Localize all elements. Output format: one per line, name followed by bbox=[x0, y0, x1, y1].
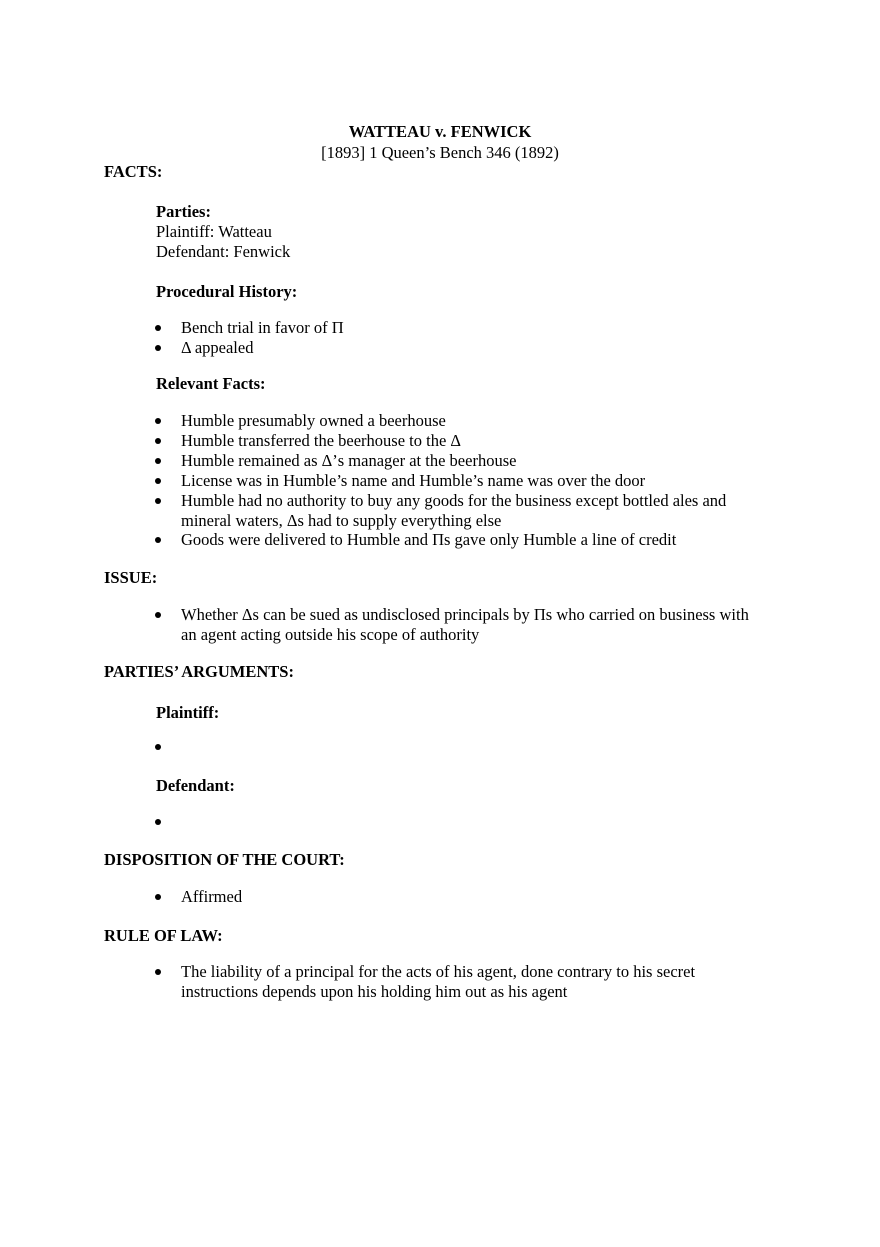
issue-line: Whether Δs can be sued as undisclosed principals by Πs who carried on business with bbox=[181, 605, 749, 624]
rule-line: instructions depends upon his holding him out as his agent bbox=[181, 982, 568, 1001]
case-citation: [1893] 1 Queen’s Bench 346 (1892) bbox=[321, 143, 559, 162]
bullet-icon bbox=[155, 894, 161, 900]
arguments-heading: PARTIES’ ARGUMENTS: bbox=[104, 662, 294, 681]
plaintiff-line: Plaintiff: Watteau bbox=[156, 222, 272, 241]
list-item: Humble transferred the beerhouse to the Δ bbox=[181, 431, 462, 450]
bullet-icon bbox=[155, 744, 161, 750]
disposition-heading: DISPOSITION OF THE COURT: bbox=[104, 850, 345, 869]
bullet-icon bbox=[155, 325, 161, 331]
bullet-icon bbox=[155, 969, 161, 975]
list-item: Δ appealed bbox=[181, 338, 254, 357]
case-title: WATTEAU v. FENWICK bbox=[348, 122, 532, 141]
list-item: License was in Humble’s name and Humble’s name was over the door bbox=[181, 471, 646, 490]
list-item: Humble had no authority to buy any goods for the business except bottled ales and bbox=[181, 491, 727, 510]
rule-of-law-heading: RULE OF LAW: bbox=[104, 926, 223, 945]
bullet-icon bbox=[155, 478, 161, 484]
facts-heading: FACTS: bbox=[104, 162, 163, 181]
list-item: Humble remained as Δ’s manager at the beerhouse bbox=[181, 451, 517, 470]
list-item-continuation: mineral waters, Δs had to supply everything else bbox=[181, 511, 502, 530]
parties-heading: Parties: bbox=[156, 202, 211, 221]
bullet-icon bbox=[155, 458, 161, 464]
plaintiff-arguments-heading: Plaintiff: bbox=[156, 703, 220, 722]
issue-line: an agent acting outside his scope of authority bbox=[181, 625, 480, 644]
issue-heading: ISSUE: bbox=[104, 568, 158, 587]
rule-line: The liability of a principal for the acts of his agent, done contrary to his secret bbox=[181, 962, 696, 981]
list-item: Goods were delivered to Humble and Πs gave only Humble a line of credit bbox=[181, 530, 677, 549]
bullet-icon bbox=[155, 537, 161, 543]
bullet-icon bbox=[155, 418, 161, 424]
bullet-icon bbox=[155, 438, 161, 444]
bullet-icon bbox=[155, 819, 161, 825]
defendant-line: Defendant: Fenwick bbox=[156, 242, 291, 261]
bullet-icon bbox=[155, 498, 161, 504]
list-item: Affirmed bbox=[181, 887, 243, 906]
relevant-facts-heading: Relevant Facts: bbox=[156, 374, 266, 393]
procedural-history-heading: Procedural History: bbox=[156, 282, 298, 301]
bullet-icon bbox=[155, 612, 161, 618]
defendant-arguments-heading: Defendant: bbox=[156, 776, 235, 795]
bullet-icon bbox=[155, 345, 161, 351]
list-item: Humble presumably owned a beerhouse bbox=[181, 411, 446, 430]
list-item: Bench trial in favor of Π bbox=[181, 318, 344, 337]
